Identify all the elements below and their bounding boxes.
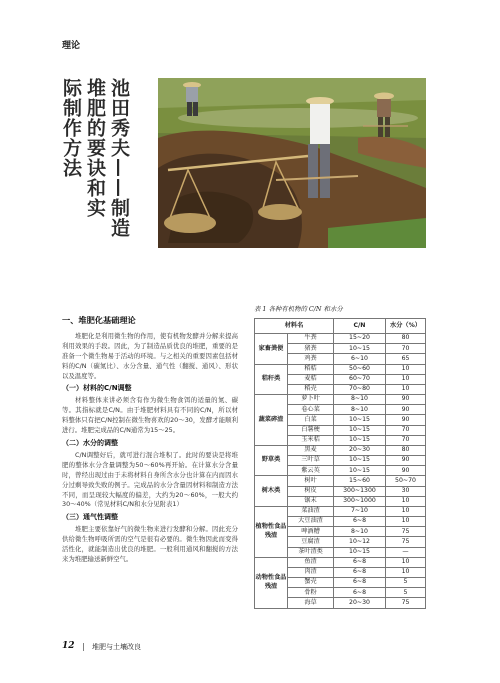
- moisture-cell: 65: [386, 354, 426, 364]
- material-cell: 玉米秸: [288, 435, 334, 445]
- moisture-cell: 10: [386, 374, 426, 384]
- moisture-cell: 90: [386, 456, 426, 466]
- table-row: [255, 395, 426, 405]
- title-column-1: 池田秀夫——制造: [108, 78, 130, 238]
- header-cn: C/N: [334, 319, 386, 334]
- moisture-cell: 75: [386, 537, 426, 547]
- material-cell: 稻秸: [288, 364, 334, 374]
- cn-cell: 6~8: [334, 517, 386, 527]
- material-cell: 白薯梗: [288, 425, 334, 435]
- header-moisture: 水分（%）: [386, 319, 426, 334]
- material-cell: 蟹壳: [288, 578, 334, 588]
- moisture-cell: 10: [386, 557, 426, 567]
- category-cell: 家畜粪便: [255, 334, 288, 365]
- cn-cell: 10~15: [334, 466, 386, 476]
- moisture-cell: 70: [386, 344, 426, 354]
- material-cell: 黑麦: [288, 445, 334, 455]
- cn-cell: 7~10: [334, 506, 386, 516]
- title-column-2: 堆肥的要诀和实: [84, 78, 106, 218]
- moisture-cell: —: [386, 547, 426, 557]
- category-cell: 蔬菜碎渣: [255, 395, 288, 446]
- title-column-3: 际制作方法: [60, 78, 82, 178]
- paragraph-moisture: C/N调整好后，就可进行混合堆积了。此时的要诀是将堆肥的整体水分含量调整为50～60%再开始。在计算水分含量时，曾经出现过由于未将材料自身所含水分也计算在内而因水分过剩导致失败的例子。完成品的水分含量因材料和制造方法不同，而呈现较大幅度的偏差，大约为20～60%，一般大约30～40%（常见材料C/N和水分见附表1）: [62, 450, 238, 509]
- farm-photo: [158, 78, 426, 248]
- material-cell: 麦秸: [288, 374, 334, 384]
- subheading-aeration: （三）通气性调整: [62, 513, 118, 522]
- moisture-cell: 50~70: [386, 476, 426, 486]
- cn-cell: 10~12: [334, 537, 386, 547]
- cn-cell: 10~15: [334, 425, 386, 435]
- cn-cell: 10~15: [334, 547, 386, 557]
- article-body: [62, 316, 238, 568]
- category-cell: 动物性食品残渣: [255, 557, 288, 608]
- category-cell: 秸秆类: [255, 364, 288, 395]
- material-cell: 豆腐渣: [288, 537, 334, 547]
- cn-cell: 300~1300: [334, 486, 386, 496]
- material-cell: 萝卜叶: [288, 395, 334, 405]
- moisture-cell: 90: [386, 395, 426, 405]
- cn-cell: 10~15: [334, 456, 386, 466]
- material-cell: 鸡粪: [288, 354, 334, 364]
- cn-moisture-table: [254, 318, 426, 609]
- material-cell: 茶叶渣类: [288, 547, 334, 557]
- material-cell: 大豆油渣: [288, 517, 334, 527]
- paragraph-aeration: 堆肥主要依靠好气的微生物来进行发酵和分解。因此充分供给微生物呼吸所需的空气是很有必要的。微生物因此而变得活性化，就能制造出优良的堆肥。一般利用通风和翻搅的方法来为堆肥输送新鲜空气。: [62, 525, 238, 563]
- moisture-cell: 5: [386, 578, 426, 588]
- cn-cell: 15~60: [334, 476, 386, 486]
- material-cell: 白菜: [288, 415, 334, 425]
- material-cell: 肉渣: [288, 567, 334, 577]
- cn-cell: 6~8: [334, 588, 386, 598]
- subheading-moisture: （二）水分的调整: [62, 438, 118, 447]
- material-cell: 紫云英: [288, 466, 334, 476]
- moisture-cell: 30: [386, 486, 426, 496]
- footer-separator: |: [82, 642, 85, 651]
- table-row: [255, 445, 426, 455]
- material-cell: 卷心菜: [288, 405, 334, 415]
- moisture-cell: 10: [386, 496, 426, 506]
- moisture-cell: 10: [386, 384, 426, 394]
- cn-cell: 60~70: [334, 374, 386, 384]
- material-cell: 菜油渣: [288, 506, 334, 516]
- cn-cell: 8~10: [334, 395, 386, 405]
- moisture-cell: 5: [386, 588, 426, 598]
- table-row: [255, 506, 426, 516]
- category-cell: 野草类: [255, 445, 288, 476]
- moisture-cell: 10: [386, 364, 426, 374]
- moisture-cell: 70: [386, 425, 426, 435]
- material-cell: 锯末: [288, 496, 334, 506]
- material-cell: 牛粪: [288, 334, 334, 344]
- cn-cell: 6~8: [334, 578, 386, 588]
- moisture-cell: 90: [386, 405, 426, 415]
- moisture-cell: 10: [386, 517, 426, 527]
- moisture-cell: 10: [386, 567, 426, 577]
- cn-cell: 50~60: [334, 364, 386, 374]
- moisture-cell: 90: [386, 466, 426, 476]
- moisture-cell: 80: [386, 445, 426, 455]
- table-caption: 表 1 各种有机物的 C/N 和水分: [254, 305, 343, 313]
- material-cell: 啤酒糟: [288, 527, 334, 537]
- table-header-row: [255, 319, 426, 334]
- cn-cell: 8~10: [334, 405, 386, 415]
- material-cell: 树皮: [288, 486, 334, 496]
- table-row: [255, 334, 426, 344]
- material-cell: 树叶: [288, 476, 334, 486]
- material-cell: 骨粉: [288, 588, 334, 598]
- cn-cell: 10~15: [334, 344, 386, 354]
- book-title: 堆肥与土壤改良: [92, 643, 141, 651]
- material-cell: 鱼渣: [288, 557, 334, 567]
- cn-cell: 8~10: [334, 527, 386, 537]
- cn-cell: 6~8: [334, 557, 386, 567]
- table-row: [255, 476, 426, 486]
- table-row: [255, 557, 426, 567]
- section-label: 理论: [62, 41, 81, 51]
- moisture-cell: 70: [386, 435, 426, 445]
- cn-cell: 70~80: [334, 384, 386, 394]
- article-title: [60, 78, 130, 238]
- table-row: [255, 364, 426, 374]
- cn-cell: 10~15: [334, 435, 386, 445]
- moisture-cell: 75: [386, 527, 426, 537]
- table-body: [255, 334, 426, 609]
- moisture-cell: 90: [386, 415, 426, 425]
- moisture-cell: 10: [386, 506, 426, 516]
- page-number: 12: [62, 641, 75, 651]
- section-heading-1: 一、堆肥化基础理论: [62, 315, 136, 325]
- material-cell: 三叶草: [288, 456, 334, 466]
- paragraph-intro: 堆肥化是利用微生物的作用，使有机物发酵并分解来提高利用效果的手段。因此，为了制造品质优良的堆肥，重要的是准备一个微生物易于活动的环境。与之相关的重要因素包括材料的C/N（碳氮比）、水分含量、通气性（翻搅、通风）、形状以及温度等。: [62, 331, 238, 380]
- material-cell: 海草: [288, 598, 334, 608]
- category-cell: 树木类: [255, 476, 288, 507]
- paragraph-cn-ratio: 材料整体来讲必须含有作为微生物食饵的适量的氮、碳等。其指标就是C/N。由于堆肥材料具有不同的C/N，所以材料整体只有把C/N控制在微生物喜欢的20～30，发酵才能顺利进行。堆肥完成品的C/N通常为15～25。: [62, 396, 238, 435]
- moisture-cell: 75: [386, 598, 426, 608]
- cn-cell: 15~20: [334, 334, 386, 344]
- material-cell: 猪粪: [288, 344, 334, 354]
- header-material: 材料名: [255, 319, 334, 334]
- cn-cell: 20~30: [334, 445, 386, 455]
- cn-cell: 10~15: [334, 415, 386, 425]
- cn-cell: 6~10: [334, 354, 386, 364]
- cn-cell: 300~1000: [334, 496, 386, 506]
- category-cell: 植物性食品残渣: [255, 506, 288, 557]
- subheading-cn-ratio: （一）材料的C/N调整: [62, 384, 132, 393]
- moisture-cell: 80: [386, 334, 426, 344]
- cn-cell: 20~30: [334, 598, 386, 608]
- material-cell: 稻壳: [288, 384, 334, 394]
- cn-cell: 6~8: [334, 567, 386, 577]
